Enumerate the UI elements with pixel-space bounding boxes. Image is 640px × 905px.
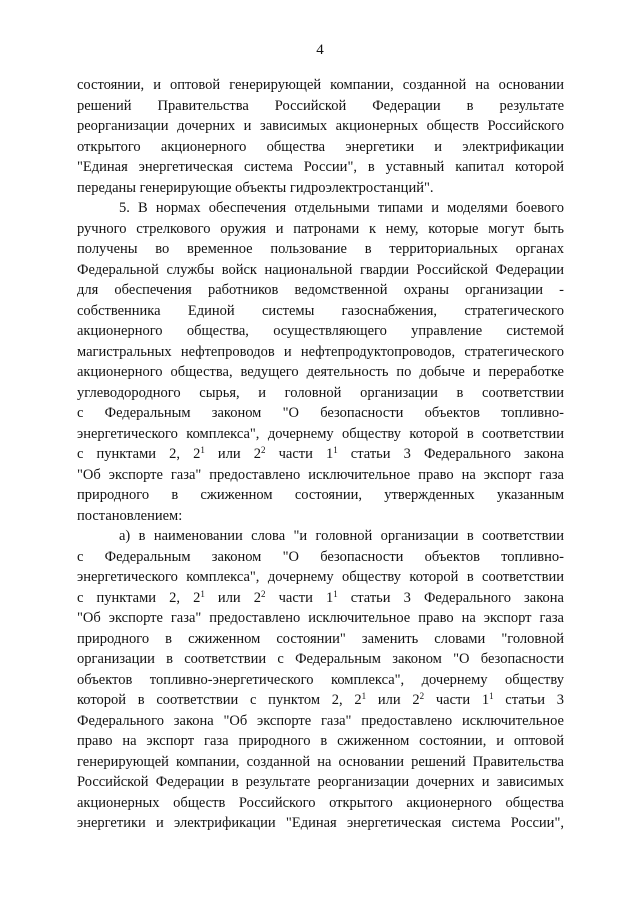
document-body	[77, 75, 564, 834]
text-line	[77, 444, 564, 465]
superscript: 2	[261, 588, 266, 599]
text-line: "Единая энергетическая система России", в уставный капитал которой	[77, 159, 564, 175]
text-line: акционерного общества, осуществляющего управление системой	[77, 323, 564, 339]
text-fragment: или 2	[366, 692, 420, 708]
text-fragment: или 2	[204, 589, 262, 606]
superscript: 1	[200, 445, 205, 455]
superscript: 1	[361, 691, 367, 701]
text-line: получены во временное пользование в территориальных органах	[77, 241, 564, 257]
text-fragment: или 2	[204, 446, 262, 462]
text-line: акционерных обществ Российского открытого акционерного общества	[77, 794, 564, 811]
text-line: углеводородного сырья, и головной организации в соответствии	[77, 384, 564, 401]
text-line: право на экспорт газа природного в сжиженном состоянии, и оптовой	[77, 733, 564, 749]
text-line: а) в наименовании слова "и головной организации в соответствии	[119, 528, 564, 544]
text-line: природного в сжиженном состоянии, утвержденных указанным	[77, 487, 564, 503]
text-line: собственника Единой системы газоснабжения, стратегического	[77, 302, 564, 319]
text-line: природного в сжиженном состоянии" заменить словами "головной	[77, 630, 564, 647]
text-line: генерирующей компании, созданной на основании решений Правительства	[77, 753, 564, 770]
text-line: состоянии, и оптовой генерирующей компании, созданной на основании	[77, 77, 564, 93]
text-line: Федеральной службы войск национальной гвардии Российской Федерации	[77, 261, 564, 278]
superscript: 1	[333, 588, 338, 599]
superscript: 2	[419, 691, 425, 701]
text-line: энергетического комплекса", дочернему обществу которой в соответствии	[77, 569, 564, 585]
text-line: постановлением:	[77, 507, 183, 524]
text-fragment: статьи 3 Федерального закона	[337, 589, 564, 606]
text-fragment: части 1	[265, 446, 334, 462]
text-fragment: части 1	[424, 692, 490, 708]
text-line: Российской Федерации в результате реорганизации дочерних и зависимых	[77, 774, 564, 790]
page-number: 4	[316, 42, 324, 58]
text-line: акционерного общества, ведущего деятельность по добыче и переработке	[77, 364, 564, 380]
text-line: переданы генерирующие объекты гидроэлектростанций".	[77, 179, 434, 196]
text-line	[77, 588, 564, 609]
text-line: энергетического комплекса", дочернему обществу которой в соответствии	[77, 425, 564, 442]
text-fragment: с пунктами 2, 2	[77, 446, 201, 462]
text-line: 5. В нормах обеспечения отдельными типами и моделями боевого	[119, 200, 564, 216]
text-fragment: части 1	[265, 589, 334, 606]
text-line: с Федеральным законом "О безопасности объектов топливно-	[77, 405, 564, 421]
text-line: организации в соответствии с Федеральным законом "О безопасности	[77, 651, 564, 667]
text-fragment: статьи 3 Федерального закона	[337, 446, 564, 462]
text-line: с Федеральным законом "О безопасности объектов топливно-	[77, 548, 564, 565]
superscript: 2	[261, 445, 266, 455]
text-line: объектов топливно-энергетического комплекса", дочернему обществу	[77, 671, 564, 688]
text-line: "Об экспорте газа" предоставлено исключительное право на экспорт газа	[77, 466, 564, 483]
text-line: "Об экспорте газа" предоставлено исключительное право на экспорт газа	[77, 610, 564, 626]
text-line: открытого акционерного общества энергетики и электрификации	[77, 138, 564, 155]
superscript: 1	[489, 691, 494, 701]
text-line: магистральных нефтепроводов и нефтепродуктопроводов, стратегического	[77, 343, 564, 360]
text-line: Федерального закона "Об экспорте газа" предоставлено исключительное	[77, 712, 564, 729]
text-line: для обеспечения работников ведомственной охраны организации -	[77, 282, 564, 298]
text-line: решений Правительства Российской Федерации в результате	[77, 97, 564, 114]
text-line: энергетики и электрификации "Единая энергетическая система России",	[77, 815, 564, 831]
text-fragment: которой в соответствии с пунктом 2, 2	[77, 692, 362, 708]
text-line: реорганизации дочерних и зависимых акционерных обществ Российского	[77, 118, 564, 134]
text-fragment: с пунктами 2, 2	[77, 589, 201, 606]
text-line: ручного стрелкового оружия и патронами к нему, которые могут быть	[77, 220, 564, 237]
superscript: 1	[333, 445, 338, 455]
text-line	[77, 690, 564, 711]
superscript: 1	[200, 588, 205, 599]
text-fragment: статьи 3	[493, 692, 564, 708]
